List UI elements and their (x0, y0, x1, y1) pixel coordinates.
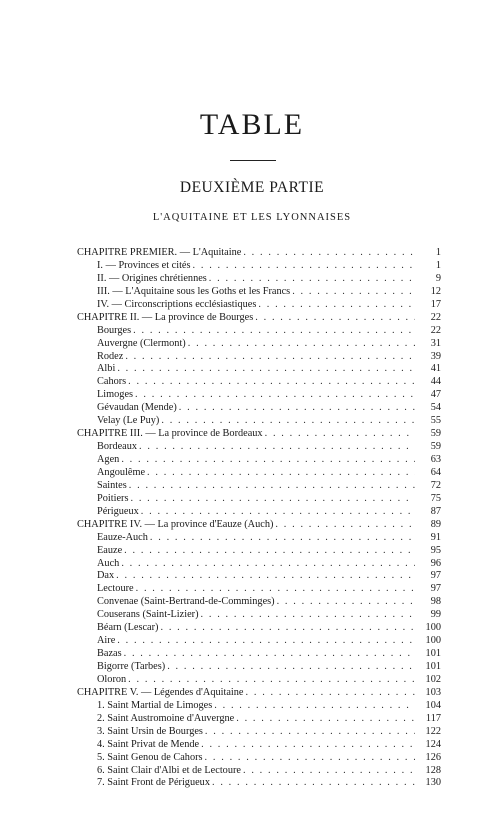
entry-title: Auvergne (Clermont) (97, 337, 186, 349)
leader-dots (255, 312, 415, 325)
entry-title: Lectoure (97, 583, 134, 595)
entry-title: Angoulême (97, 466, 146, 478)
part-subtitle: L'AQUITAINE ET LES LYONNAISES (152, 212, 352, 223)
leader-dots (243, 247, 415, 260)
entry-title: 6. Saint Clair d'Albi et de Lectoure (97, 764, 241, 776)
chapter-entry (77, 247, 441, 260)
entry-title: 1. Saint Martial de Limoges (97, 699, 213, 711)
entry-title: Périgueux (97, 505, 139, 517)
entry-title: Eauze-Auch (97, 531, 148, 543)
leader-dots (133, 325, 415, 338)
entry-page-number: 97 (430, 570, 441, 582)
entry-page-number: 55 (430, 415, 441, 427)
section-entry (77, 609, 441, 622)
entry-page-number: 12 (430, 285, 441, 297)
leader-dots (167, 661, 415, 674)
chapter-entry (77, 687, 441, 700)
entry-page-number: 63 (430, 454, 441, 465)
leader-dots (147, 467, 415, 480)
leader-dots (212, 777, 415, 790)
entry-title: CHAPITRE V. — Légendes d'Aquitaine (77, 686, 244, 698)
leader-dots (258, 299, 415, 312)
section-entry (77, 480, 441, 493)
leader-dots (141, 506, 415, 519)
entry-title: 7. Saint Front de Périgueux (97, 777, 210, 789)
section-entry (77, 739, 441, 752)
entry-page-number: 31 (430, 337, 441, 349)
entry-page-number: 75 (430, 492, 441, 504)
section-entry (77, 777, 441, 790)
entry-page-number: 97 (430, 583, 441, 595)
leader-dots (116, 570, 415, 583)
entry-title: Gévaudan (Mende) (97, 402, 177, 414)
entry-title: I. — Provinces et cités (97, 259, 191, 271)
entry-page-number: 72 (430, 479, 441, 491)
entry-title: Auch (97, 557, 120, 569)
chapter-entry (77, 428, 441, 441)
entry-title: Bigorre (Tarbes) (97, 661, 166, 672)
section-entry (77, 402, 441, 415)
section-entry (77, 351, 441, 364)
leader-dots (124, 648, 415, 661)
entry-title: Saintes (97, 479, 127, 491)
section-entry (77, 532, 441, 545)
entry-page-number: 91 (430, 531, 441, 543)
entry-title: II. — Origines chrétiennes (97, 272, 207, 284)
section-entry (77, 713, 441, 726)
leader-dots (121, 558, 415, 571)
entry-page-number: 98 (430, 596, 441, 608)
entry-page-number: 101 (425, 648, 441, 660)
leader-dots (128, 376, 415, 389)
entry-page-number: 122 (425, 725, 441, 737)
entry-page-number: 1 (435, 259, 441, 271)
entry-title: Couserans (Saint-Lizier) (97, 609, 199, 621)
leader-dots (201, 739, 415, 752)
leader-dots (129, 480, 415, 493)
entry-title: Albi (97, 363, 116, 375)
entry-page-number: 59 (430, 441, 441, 453)
section-entry (77, 545, 441, 558)
entry-page-number: 126 (425, 751, 441, 763)
entry-title: Limoges (97, 389, 134, 401)
entry-page-number: 64 (430, 466, 441, 478)
leader-dots (246, 687, 416, 700)
entry-page-number: 103 (425, 686, 441, 698)
entry-title: Aire (97, 635, 116, 647)
section-entry (77, 389, 441, 402)
leader-dots (130, 493, 415, 506)
entry-title: Oloron (97, 673, 127, 685)
section-entry (77, 674, 441, 687)
leader-dots (136, 583, 415, 596)
section-entry (77, 726, 441, 739)
entry-page-number: 96 (430, 557, 441, 569)
leader-dots (128, 674, 415, 687)
section-entry (77, 299, 441, 312)
leader-dots (205, 752, 415, 765)
leader-dots (201, 609, 415, 622)
entry-title: 5. Saint Genou de Cahors (97, 751, 203, 763)
entry-title: CHAPITRE III. — La province de Bordeaux (77, 428, 263, 440)
section-entry (77, 635, 441, 648)
entry-title: Agen (97, 454, 120, 465)
entry-title: IV. — Circonscriptions ecclésiastiques (97, 298, 257, 310)
entry-title: Rodez (97, 350, 124, 362)
entry-page-number: 1 (435, 247, 441, 258)
page-title: TABLE (199, 108, 305, 141)
section-entry (77, 700, 441, 713)
entry-title: Poitiers (97, 492, 129, 504)
entry-title: Béarn (Lescar) (97, 622, 159, 634)
leader-dots (205, 726, 415, 739)
section-entry (77, 286, 441, 299)
entry-page-number: 47 (430, 389, 441, 401)
section-entry (77, 325, 441, 338)
entry-title: Eauze (97, 544, 123, 556)
section-entry (77, 752, 441, 765)
entry-page-number: 17 (430, 298, 441, 310)
leader-dots (161, 415, 415, 428)
entry-page-number: 102 (425, 673, 441, 685)
leader-dots (117, 635, 415, 648)
section-entry (77, 493, 441, 506)
section-entry (77, 506, 441, 519)
leader-dots (179, 402, 415, 415)
entry-page-number: 87 (430, 505, 441, 517)
entry-title: Bourges (97, 324, 132, 336)
section-entry (77, 376, 441, 389)
entry-page-number: 95 (430, 544, 441, 556)
table-of-contents (77, 247, 441, 790)
section-entry (77, 363, 441, 376)
section-entry (77, 596, 441, 609)
entry-page-number: 41 (430, 363, 441, 375)
entry-title: CHAPITRE IV. — La province d'Eauze (Auch) (77, 518, 274, 530)
chapter-entry (77, 312, 441, 325)
leader-dots (209, 273, 415, 286)
leader-dots (188, 338, 415, 351)
section-entry (77, 273, 441, 286)
section-entry (77, 583, 441, 596)
section-entry (77, 467, 441, 480)
leader-dots (214, 700, 415, 713)
section-entry (77, 570, 441, 583)
entry-page-number: 117 (425, 712, 441, 724)
section-entry (77, 260, 441, 273)
entry-title: 4. Saint Privat de Mende (97, 738, 200, 750)
entry-page-number: 99 (430, 609, 441, 621)
section-entry (77, 622, 441, 635)
leader-dots (139, 441, 415, 454)
leader-dots (124, 545, 415, 558)
entry-page-number: 100 (425, 622, 441, 634)
leader-dots (292, 286, 415, 299)
entry-page-number: 54 (430, 402, 441, 414)
section-entry (77, 648, 441, 661)
entry-page-number: 22 (430, 311, 441, 323)
leader-dots (150, 532, 415, 545)
section-entry (77, 338, 441, 351)
leader-dots (121, 454, 415, 467)
leader-dots (193, 260, 415, 273)
entry-title: Bazas (97, 648, 122, 660)
section-entry (77, 765, 441, 778)
title-rule (230, 160, 276, 161)
entry-page-number: 130 (425, 777, 441, 789)
section-entry (77, 558, 441, 571)
entry-title: 3. Saint Ursin de Bourges (97, 725, 203, 737)
section-entry (77, 661, 441, 674)
entry-page-number: 59 (430, 428, 441, 440)
entry-title: CHAPITRE II. — La province de Bourges (77, 311, 254, 323)
entry-page-number: 104 (425, 699, 441, 711)
entry-page-number: 128 (425, 764, 441, 776)
entry-title: Cahors (97, 376, 127, 388)
leader-dots (135, 389, 415, 402)
entry-page-number: 100 (425, 635, 441, 647)
entry-page-number: 39 (430, 350, 441, 362)
entry-page-number: 101 (425, 661, 441, 672)
part-heading: DEUXIÈME PARTIE (179, 179, 325, 196)
entry-page-number: 9 (435, 272, 441, 284)
entry-title: III. — L'Aquitaine sous les Goths et les Francs (97, 285, 291, 297)
leader-dots (277, 596, 415, 609)
entry-title: Convenae (Saint-Bertrand-de-Comminges) (97, 596, 275, 608)
section-entry (77, 415, 441, 428)
entry-title: CHAPITRE PREMIER. — L'Aquitaine (77, 247, 242, 258)
leader-dots (265, 428, 415, 441)
entry-page-number: 22 (430, 324, 441, 336)
leader-dots (160, 622, 415, 635)
chapter-entry (77, 519, 441, 532)
entry-page-number: 89 (430, 518, 441, 530)
entry-title: Velay (Le Puy) (97, 415, 160, 427)
leader-dots (243, 765, 415, 778)
leader-dots (117, 363, 415, 376)
entry-page-number: 44 (430, 376, 441, 388)
entry-title: Bordeaux (97, 441, 138, 453)
leader-dots (275, 519, 415, 532)
section-entry (77, 441, 441, 454)
leader-dots (236, 713, 415, 726)
leader-dots (125, 351, 415, 364)
entry-title: Dax (97, 570, 115, 582)
entry-page-number: 124 (425, 738, 441, 750)
entry-title: 2. Saint Austromoine d'Auvergne (97, 712, 235, 724)
section-entry (77, 454, 441, 467)
